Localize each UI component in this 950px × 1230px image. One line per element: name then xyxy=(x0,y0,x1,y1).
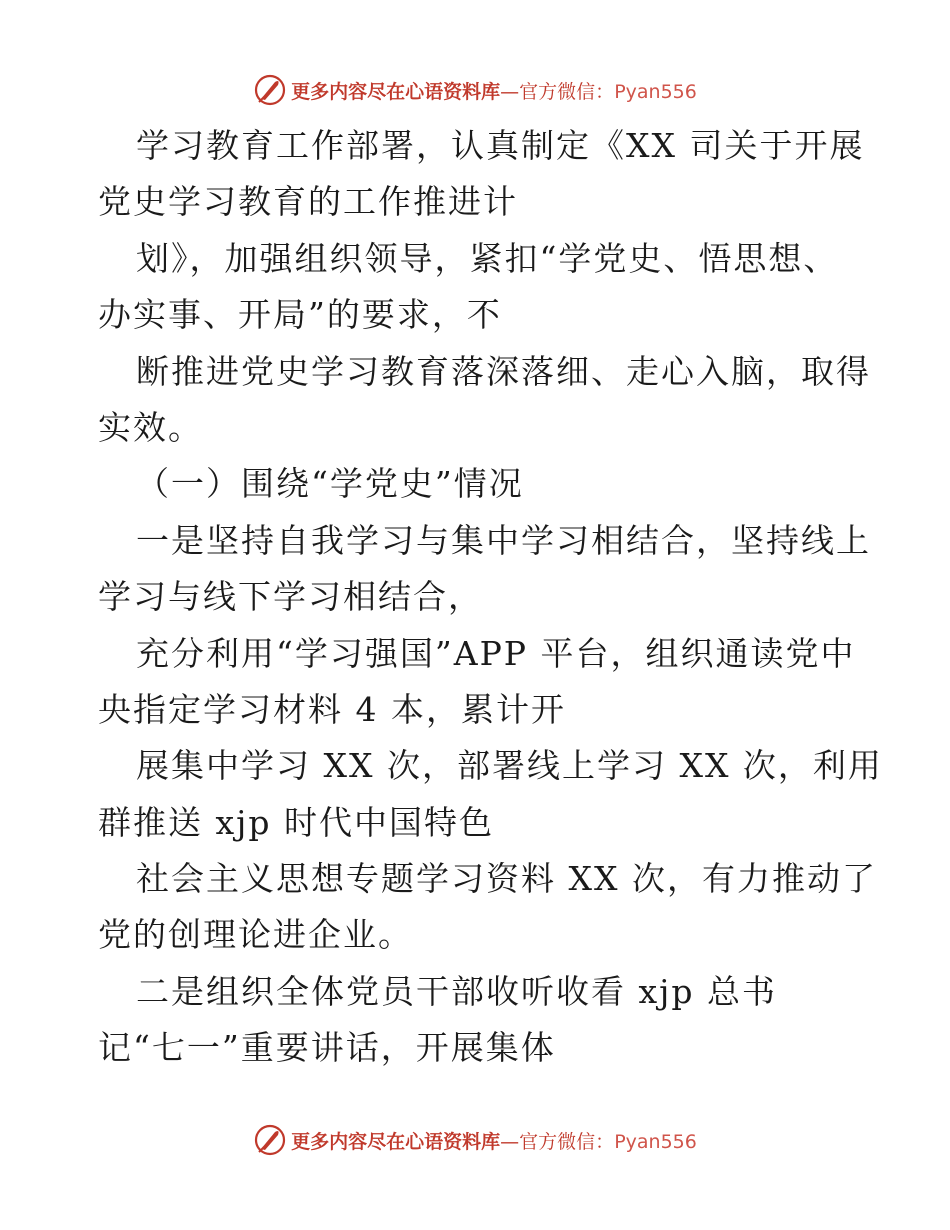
body-line: 学习与线下学习相结合， xyxy=(98,577,483,617)
watermark-label: 官方微信： xyxy=(519,1130,615,1153)
watermark-dash: — xyxy=(500,80,520,103)
body-line: 社会主义思想专题学习资料 XX 次，有力推动了 xyxy=(136,859,877,899)
body-line: 二是组织全体党员干部收听收看 xjp 总书 xyxy=(136,971,777,1011)
body-line: 划》，加强组织领导，紧扣“学党史、悟思想、 xyxy=(136,238,839,278)
watermark-label: 官方微信： xyxy=(519,80,615,103)
watermark-id: Pyan556 xyxy=(614,1130,697,1153)
document-body xyxy=(98,118,883,1077)
watermark-id: Pyan556 xyxy=(614,80,697,103)
body-line: 央指定学习材料 4 本，累计开 xyxy=(98,689,566,729)
body-line: 实效。 xyxy=(98,407,203,447)
quill-pen-logo-icon xyxy=(253,1123,287,1157)
body-line: 党史学习教育的工作推进计 xyxy=(98,182,518,222)
body-line: 一是坚持自我学习与集中学习相结合，坚持线上 xyxy=(136,520,871,560)
body-line: 记“七一”重要讲话，开展集体 xyxy=(98,1028,556,1068)
watermark-dash: — xyxy=(500,1130,520,1153)
section-heading: （一）围绕“学党史”情况 xyxy=(136,464,524,504)
body-line: 充分利用“学习强国”APP 平台，组织通读党中 xyxy=(136,633,856,673)
body-line: 办实事、开局”的要求，不 xyxy=(98,295,502,335)
body-line: 党的创理论进企业。 xyxy=(98,915,413,955)
body-line: 断推进党史学习教育落深落细、走心入脑，取得 xyxy=(136,351,871,391)
header-watermark xyxy=(0,70,950,110)
footer-watermark xyxy=(0,1120,950,1160)
body-line: 学习教育工作部署，认真制定《XX 司关于开展 xyxy=(136,126,865,165)
watermark-main-text: 更多内容尽在心语资料库 xyxy=(291,1130,501,1153)
body-line: 展集中学习 XX 次，部署线上学习 XX 次，利用 xyxy=(136,746,883,786)
quill-pen-logo-icon xyxy=(253,73,287,107)
watermark-main-text: 更多内容尽在心语资料库 xyxy=(291,80,501,103)
body-line: 群推送 xjp 时代中国特色 xyxy=(98,802,494,842)
